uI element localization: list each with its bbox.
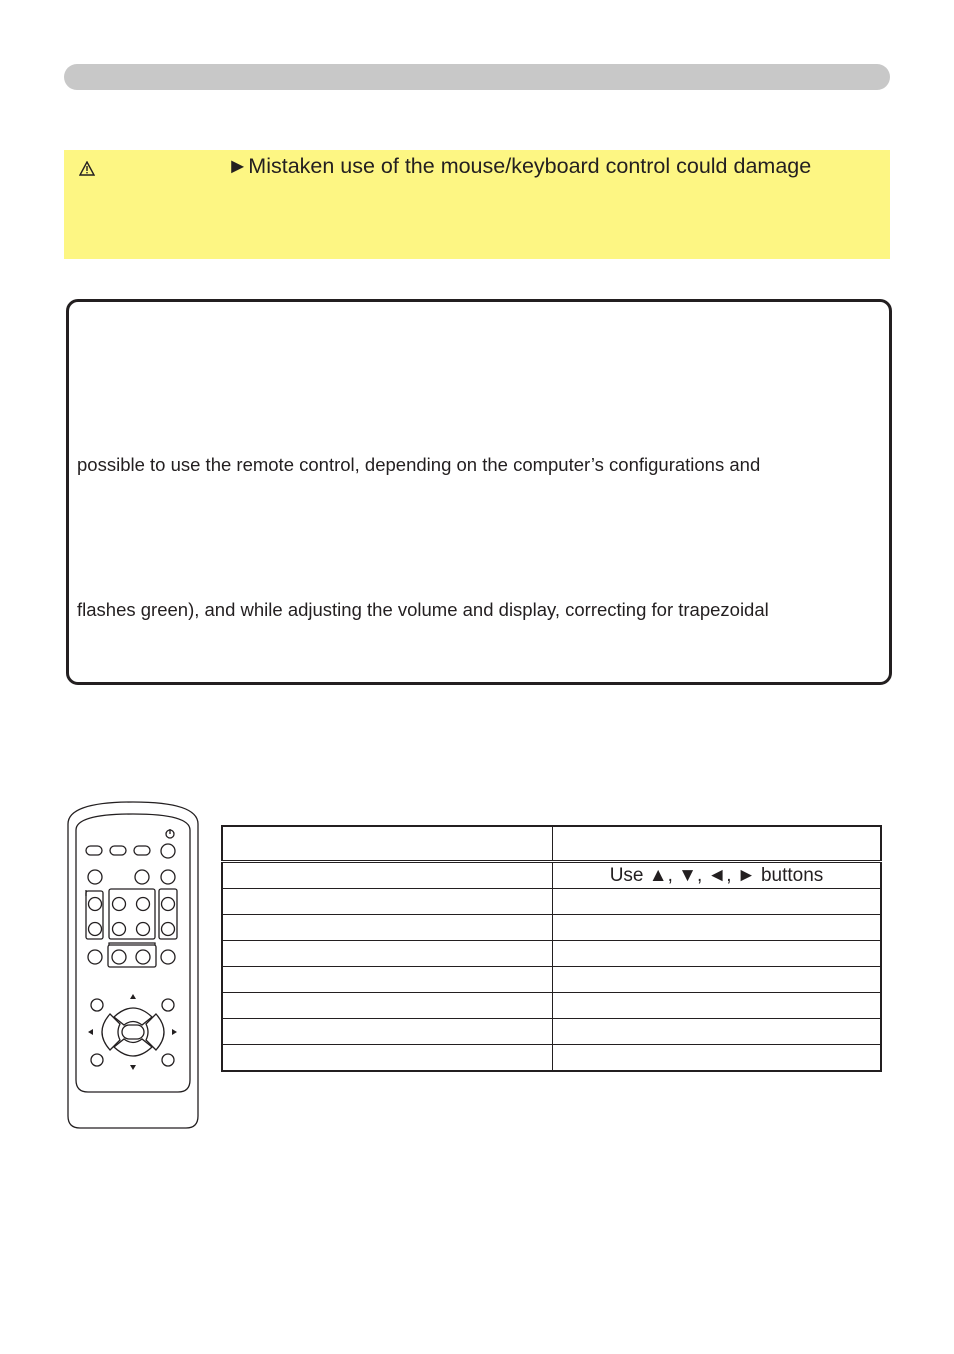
table-row: [222, 967, 881, 993]
table-cell: [553, 941, 882, 967]
table-cell: [222, 862, 553, 889]
note-line-1: possible to use the remote control, depending on the computer’s configurations and: [77, 454, 761, 475]
table-row: [222, 915, 881, 941]
table-row: [222, 1045, 881, 1072]
caution-box: [64, 150, 890, 259]
table-cell: [553, 889, 882, 915]
table-row: [222, 941, 881, 967]
remote-control-icon: [64, 800, 202, 1130]
table-cell: [553, 915, 882, 941]
caution-text: ►Mistaken use of the mouse/keyboard control could damage: [227, 154, 812, 178]
table-header-cell: [222, 826, 553, 862]
table-cell: [222, 967, 553, 993]
table-cell: [553, 1045, 882, 1072]
note-line-2: flashes green), and while adjusting the volume and display, correcting for trapezoidal: [77, 599, 769, 620]
table-cell: [222, 1019, 553, 1045]
table-row: [222, 993, 881, 1019]
section-header-bar: [64, 64, 890, 90]
table-cell: [222, 941, 553, 967]
table-cell: [222, 915, 553, 941]
table-cell: [222, 993, 553, 1019]
table-cell: [222, 889, 553, 915]
operations-table: [221, 825, 882, 1072]
table-header-row: [222, 826, 881, 862]
table-row: [222, 1019, 881, 1045]
note-box: [66, 299, 892, 685]
table-row: [222, 889, 881, 915]
table-cell: [553, 1019, 882, 1045]
table-cell: [553, 967, 882, 993]
table-row: [222, 862, 881, 889]
table-cell: Use ▲, ▼, ◄, ► buttons: [553, 862, 882, 889]
table-cell: [222, 1045, 553, 1072]
table-header-cell: [553, 826, 882, 862]
table-cell: [553, 993, 882, 1019]
warning-triangle-icon: [79, 161, 95, 176]
